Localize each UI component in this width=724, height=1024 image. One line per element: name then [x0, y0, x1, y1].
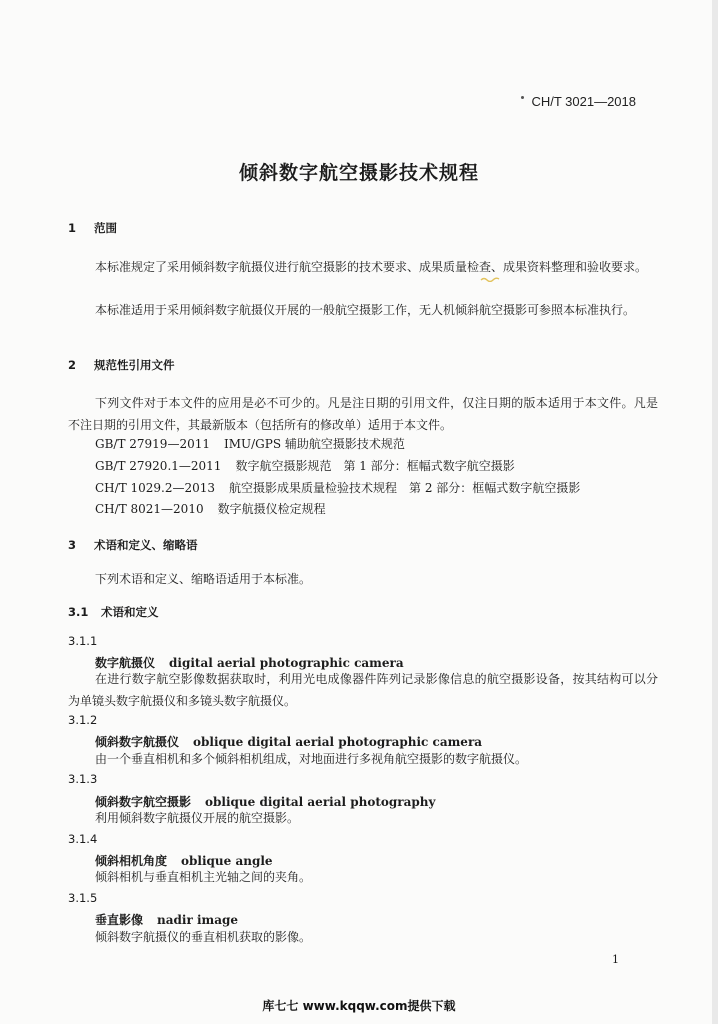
page-number: 1 — [612, 953, 619, 966]
subsection-3-1-heading — [68, 604, 159, 620]
section-number: 2 — [68, 358, 77, 372]
section-1-heading — [68, 220, 117, 236]
term-zh: 倾斜数字航摄仪 — [95, 735, 180, 749]
term-zh: 数字航摄仪 — [95, 656, 156, 670]
paragraph: 本标准规定了采用倾斜数字航摄仪进行航空摄影的技术要求、成果质量检查、成果资料整理和验收要求。 — [95, 260, 648, 274]
subsection-title: 术语和定义 — [101, 605, 159, 619]
reference-title: 数字航摄仪检定规程 — [217, 502, 326, 516]
term-en: digital aerial photographic camera — [169, 656, 404, 670]
section-number: 3 — [68, 538, 77, 552]
section-2-heading — [68, 357, 175, 373]
reference-title: 航空摄影成果质量检验技术规程 第 2 部分：框幅式数字航空摄影 — [229, 481, 581, 495]
page-edge-shadow — [712, 0, 718, 1024]
term-heading — [95, 733, 482, 750]
section-title: 规范性引用文件 — [94, 358, 175, 372]
term-number: 3.1.4 — [68, 832, 98, 846]
reference-code: CH/T 1029.2—2013 — [95, 481, 216, 495]
reference-code: CH/T 8021—2010 — [95, 502, 204, 516]
term-number: 3.1.5 — [68, 891, 98, 905]
subsection-number: 3.1 — [68, 605, 89, 619]
reference-title: 数字航空摄影规范 第 1 部分：框幅式数字航空摄影 — [235, 459, 515, 473]
reference-code: GB/T 27920.1—2011 — [95, 459, 222, 473]
handwritten-squiggle-mark — [480, 276, 502, 282]
reference-item — [95, 500, 326, 517]
term-heading — [95, 911, 238, 928]
term-definition: 倾斜相机与垂直相机主光轴之间的夹角。 — [95, 870, 312, 884]
term-definition: 由一个垂直相机和多个倾斜相机组成，对地面进行多视角航空摄影的数字航摄仪。 — [95, 752, 528, 766]
term-en: oblique digital aerial photography — [205, 795, 436, 809]
term-number: 3.1.3 — [68, 772, 98, 786]
header-dot-mark — [521, 96, 524, 99]
document-title: 倾斜数字航空摄影技术规程 — [238, 162, 479, 184]
term-en: nadir image — [157, 913, 239, 927]
section-number: 1 — [68, 221, 77, 235]
paragraph: 本标准适用于采用倾斜数字航摄仪开展的一般航空摄影工作，无人机倾斜航空摄影可参照本标准执行。 — [95, 303, 636, 317]
reference-item — [95, 479, 580, 496]
term-zh: 垂直影像 — [95, 913, 144, 927]
section-title: 术语和定义、缩略语 — [94, 538, 198, 552]
reference-item — [95, 435, 405, 452]
reference-item — [95, 457, 515, 474]
paragraph: 下列文件对于本文件的应用是必不可少的。凡是注日期的引用文件，仅注日期的版本适用于本文件。凡是不注日期的引用文件，其最新版本（包括所有的修改单）适用于本文件。 — [68, 396, 658, 432]
term-number: 3.1.2 — [68, 713, 98, 727]
reference-title: IMU/GPS 辅助航空摄影技术规范 — [223, 437, 405, 451]
term-en: oblique angle — [181, 854, 273, 868]
paragraph: 下列术语和定义、缩略语适用于本标准。 — [95, 572, 312, 586]
term-definition: 在进行数字航空影像数据获取时，利用光电成像器件阵列记录影像信息的航空摄影设备，按其结构可以分为单镜头数字航摄仪和多镜头数字航摄仪。 — [68, 672, 658, 708]
term-en: oblique digital aerial photographic camera — [193, 735, 483, 749]
section-title: 范围 — [94, 221, 117, 235]
term-zh: 倾斜相机角度 — [95, 854, 168, 868]
term-number: 3.1.1 — [68, 634, 98, 648]
term-definition: 倾斜数字航摄仪的垂直相机获取的影像。 — [95, 930, 312, 944]
term-zh: 倾斜数字航空摄影 — [95, 795, 192, 809]
reference-code: GB/T 27919—2011 — [95, 437, 210, 451]
download-footer-link[interactable]: 库七七 www.kqqw.com提供下载 — [262, 999, 456, 1013]
term-definition: 利用倾斜数字航摄仪开展的航空摄影。 — [95, 811, 300, 825]
section-3-heading — [68, 537, 198, 553]
standard-number: CH/T 3021—2018 — [531, 94, 636, 109]
